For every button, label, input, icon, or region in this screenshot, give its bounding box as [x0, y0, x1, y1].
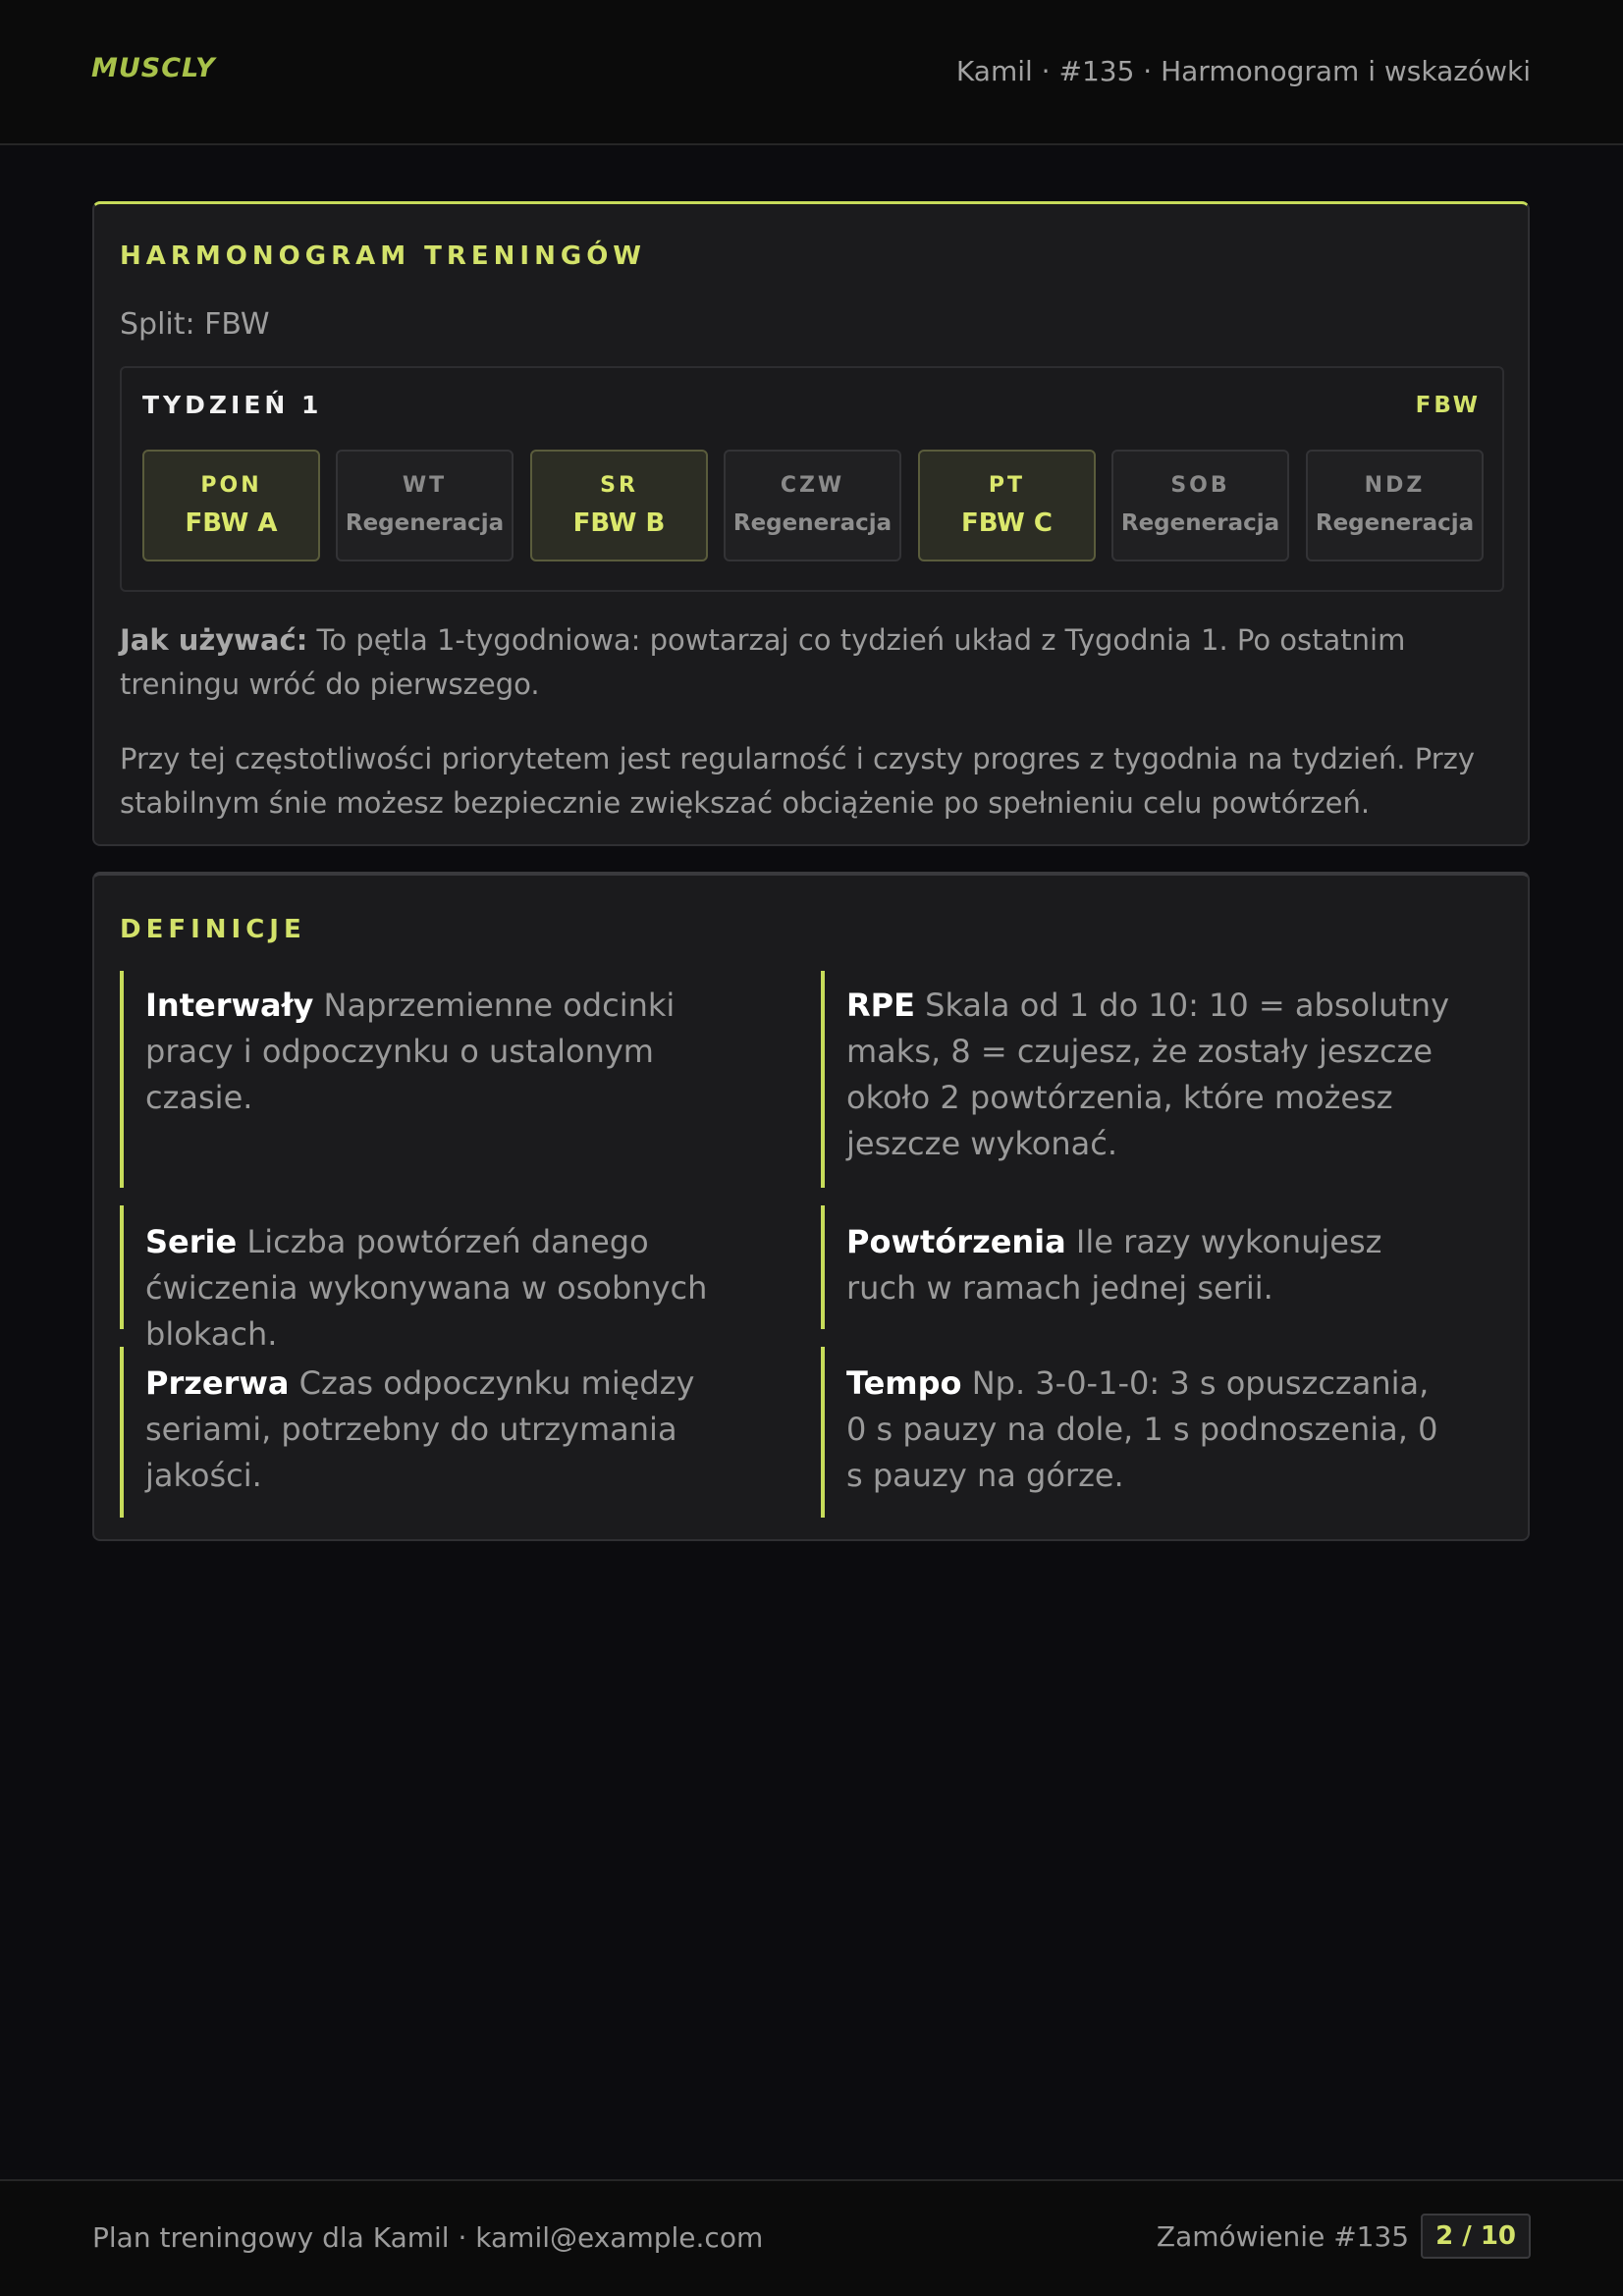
definition-term: Serie [145, 1223, 238, 1260]
day-name: CZW [780, 473, 845, 498]
page-footer [0, 2179, 1623, 2296]
definitions-card [92, 872, 1530, 1541]
day-name: WT [402, 473, 448, 498]
order-number: Zamówienie #135 [1156, 2219, 1410, 2253]
muscly-logo: MUSCLY [91, 53, 216, 83]
how-to-use-paragraph [120, 618, 1494, 707]
day-name: SOB [1170, 473, 1230, 498]
week-1-box [120, 366, 1504, 592]
definition-text: Skala od 1 do 10: 10 = absolutny maks, 8 = czujesz, że zostały jeszcze około 2 powtórzenia, które możesz jeszcze wykonać. [846, 987, 1449, 1162]
definition-term: Przerwa [145, 1364, 290, 1402]
footer-order-info [1157, 2214, 1531, 2259]
definition-term: Interwały [145, 987, 314, 1024]
day-workout: Regeneracja [1315, 510, 1475, 536]
day-wed [530, 450, 708, 561]
day-workout: FBW A [185, 508, 278, 538]
definition-item [821, 1205, 1449, 1329]
schedule-card [92, 201, 1530, 846]
definition-item [120, 971, 748, 1188]
definition-item [120, 1205, 748, 1353]
page-number-badge: 2 / 10 [1421, 2214, 1531, 2259]
day-tue [336, 450, 514, 561]
day-workout: FBW C [961, 508, 1053, 538]
definition-text: Ile razy wykonujesz ruch w ramach jednej serii. [846, 1223, 1382, 1307]
definition-term: Powtórzenia [846, 1223, 1066, 1260]
header-info: Kamil · #135 · Harmonogram i wskazówki [955, 55, 1531, 87]
footer-plan-info: Plan treningowy dla Kamil · kamil@example.com [92, 2221, 764, 2254]
day-workout: Regeneracja [732, 510, 893, 536]
schedule-title: HARMONOGRAM TRENINGÓW [120, 241, 646, 271]
definition-text: Czas odpoczynku między seriami, potrzebny do utrzymania jakości. [145, 1364, 695, 1494]
day-sun [1306, 450, 1484, 561]
day-workout: FBW B [572, 508, 666, 538]
definition-item [120, 1347, 748, 1518]
day-fri [918, 450, 1096, 561]
split-label: Split: FBW [120, 307, 270, 342]
definition-text: Np. 3-0-1-0: 3 s opuszczania, 0 s pauzy na dole, 1 s podnoszenia, 0 s pauzy na górze. [846, 1364, 1438, 1494]
day-name: NDZ [1364, 473, 1426, 498]
week-split-badge: FBW [1415, 393, 1481, 418]
definition-item [821, 971, 1449, 1188]
day-workout: Regeneracja [1120, 510, 1280, 536]
definition-term: Tempo [846, 1364, 962, 1402]
day-name: PON [200, 473, 262, 498]
definition-text: Liczba powtórzeń danego ćwiczenia wykonywana w osobnych blokach. [145, 1223, 708, 1353]
how-to-use-label: Jak używać: [120, 623, 308, 657]
how-to-use-text: To pętla 1-tygodniowa: powtarzaj co tydzień układ z Tygodnia 1. Po ostatnim treningu wróć do pierwszego. [120, 623, 1406, 701]
day-name: SR [600, 473, 638, 498]
definitions-title: DEFINICJE [120, 915, 306, 944]
day-mon [142, 450, 320, 561]
definition-item [821, 1347, 1449, 1518]
frequency-note: Przy tej częstotliwości priorytetem jest regularność i czysty progres z tygodnia na tydzień. Przy stabilnym śnie możesz bezpiecznie zwiększać obciążenie po spełnieniu celu powtórzeń. [120, 742, 1476, 820]
page-header [0, 0, 1623, 145]
day-thu [724, 450, 901, 561]
definition-term: RPE [846, 987, 915, 1024]
day-name: PT [988, 473, 1026, 498]
day-workout: Regeneracja [345, 510, 505, 536]
day-sat [1111, 450, 1289, 561]
week-title: TYDZIEŃ 1 [142, 391, 323, 419]
definition-text: Naprzemienne odcinki pracy i odpoczynku o ustalonym czasie. [145, 987, 676, 1116]
